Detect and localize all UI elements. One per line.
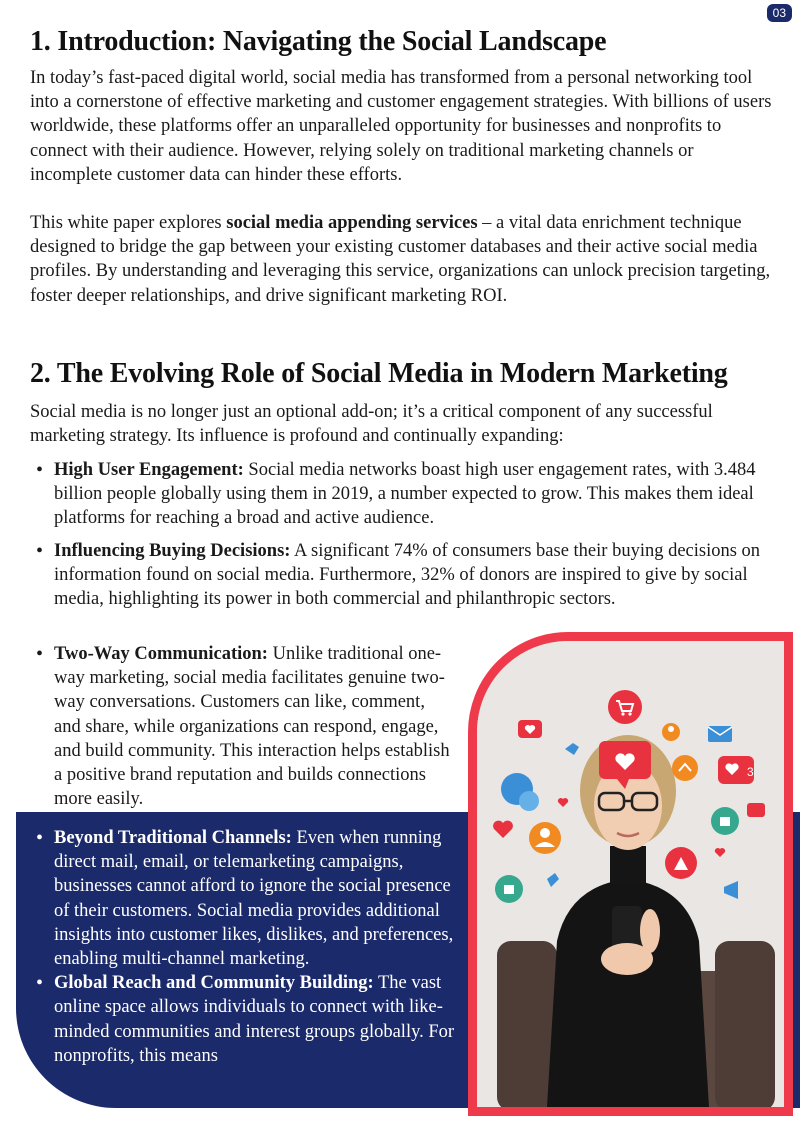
bullet-item <box>30 458 775 531</box>
share-icon <box>672 755 698 781</box>
bullet-text: A significant 74% of consumers base their buying decisions on information found on social media. Furthermore, 32% of donors are inspired to give by social media, highlighting its power in both commercial and philanthropic sectors. <box>54 540 761 610</box>
bullet-title: Influencing Buying Decisions: <box>54 540 291 561</box>
para2-suffix: – a vital data enrichment technique designed to bridge the gap between your existing customer databases and their active social media profiles. By understanding and leveraging this service, organizations can unlock precision targeting, foster deeper relationships, and drive significant marketing ROI. <box>30 213 771 306</box>
play-icon <box>665 847 697 879</box>
intro-paragraph: In today’s fast-paced digital world, social media has transformed from a personal networking tool into a cornerstone of effective marketing and customer engagement strategies. With billions of users worldwide, these platforms offer an unparalleled opportunity for businesses and nonprofits to connect with their audience. However, relying solely on traditional marketing channels or incomplete customer data can hinder these efforts. <box>30 68 772 185</box>
bullet-title: Two-Way Communication: <box>54 644 268 664</box>
bullet-list-middle <box>30 642 450 811</box>
social-media-photo <box>468 632 793 1116</box>
bullet-list-bottom <box>30 826 460 1068</box>
bullet-text: Unlike traditional one-way marketing, social media facilitates genuine two-way conversations. Customers can like, comment, and share, while organizations can respond, engage, and build community. This interaction helps establish a positive brand reputation and builds connections more easily. <box>54 644 450 810</box>
mail-icon <box>708 726 732 742</box>
whitepaper-paragraph <box>30 211 775 308</box>
bullet-text: Social media networks boast high user engagement rates, with 3.484 billion people globally using them in 2019, a number expected to grow. This makes them ideal platforms for reaching a broad and active audience. <box>54 460 756 529</box>
section2-intro: Social media is no longer just an optional add-on; it’s a critical component of any successful marketing strategy. Its influence is profound and continually expanding: <box>30 402 713 447</box>
bullet-title: Beyond Traditional Channels: <box>54 828 292 848</box>
cart-bubble-icon <box>608 690 642 724</box>
thumbs-up-circle-icon <box>495 875 523 903</box>
bullet-list-top <box>30 458 775 611</box>
thumbs-up-teal-icon <box>711 807 739 835</box>
para2-bold: social media appending services <box>226 213 478 233</box>
profile-icon <box>529 822 561 854</box>
notification-count: 3 <box>747 765 754 779</box>
para2-prefix: This white paper explores <box>30 213 227 233</box>
bullet-item <box>30 539 775 612</box>
section2-heading: 2. The Evolving Role of Social Media in Modern Marketing <box>30 358 728 389</box>
bullet-item <box>30 642 450 811</box>
bullet-item <box>30 971 460 1068</box>
social-media-illustration <box>477 641 784 1107</box>
bullet-title: High User Engagement: <box>54 460 244 480</box>
section1-heading: 1. Introduction: Navigating the Social Landscape <box>30 26 607 57</box>
bullet-item <box>30 826 460 971</box>
bullet-text: Even when running direct mail, email, or telemarketing campaigns, businesses cannot afford to ignore the social presence of their customers. Social media provides additional insights into customer likes, dislikes, and preferences, enabling multi-channel marketing. <box>54 828 454 970</box>
user-icon <box>662 723 680 741</box>
heart-bubble-icon <box>518 720 542 738</box>
page-number-badge: 03 <box>767 4 792 22</box>
notification-heart-icon <box>718 756 754 784</box>
bullet-text: The vast online space allows individuals to connect with like-minded communities and interest groups globally. For nonprofits, this means <box>54 973 455 1066</box>
chat-bubble-red-icon <box>747 803 765 817</box>
bullet-title: Global Reach and Community Building: <box>54 973 374 994</box>
